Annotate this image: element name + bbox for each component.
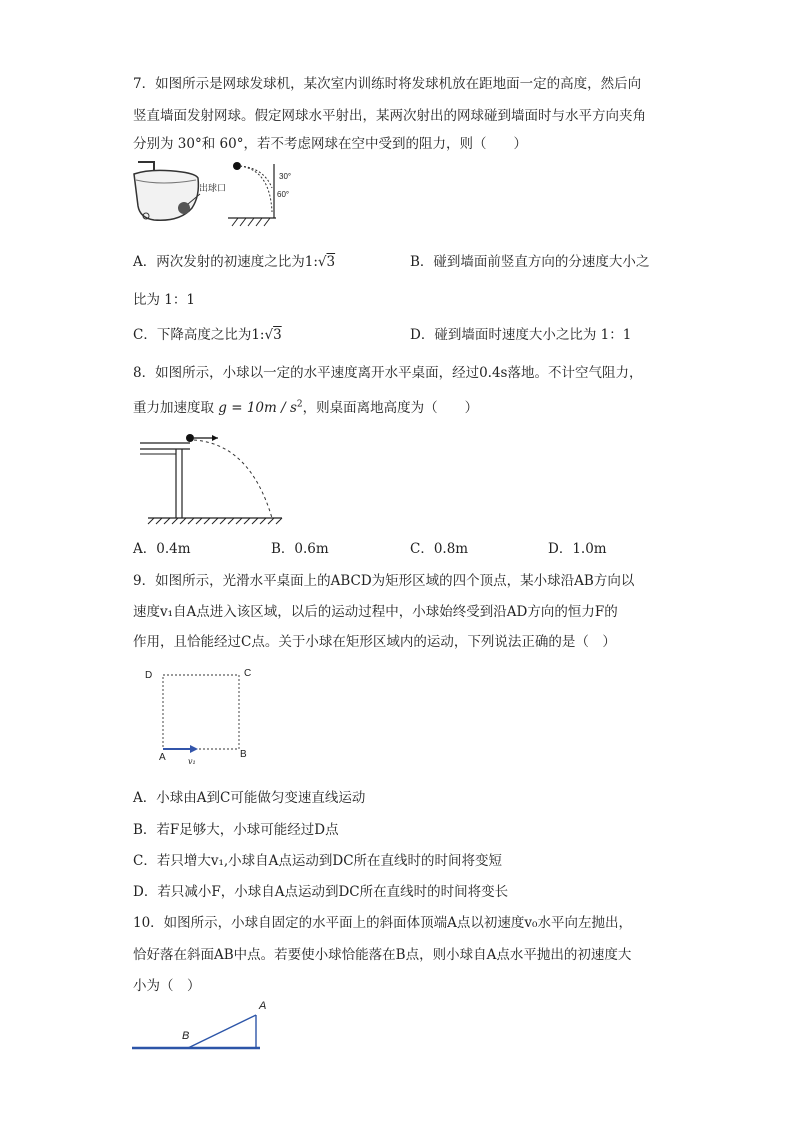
q8-line-2-suffix: ，则桌面离地高度为（ ） — [302, 400, 479, 416]
q7-option-c — [133, 323, 282, 343]
q10-label-b: B — [182, 1030, 190, 1042]
q7-line-3: 分别为 30°和 60°，若不考虑网球在空中受到的阻力，则（ ） — [133, 136, 527, 152]
q7-option-a-root: 3 — [326, 254, 336, 270]
q9-option-a: A．小球由A到C可能做匀变速直线运动 — [133, 790, 366, 806]
q7-option-a-text: A．两次发射的初速度之比为1: — [133, 254, 318, 270]
q7-outlet-label: 出球口 — [199, 183, 227, 193]
q8-line-1: 8．如图所示，小球以一定的水平速度离开水平桌面，经过0.4s落地。不计空气阻力， — [133, 365, 643, 381]
q10-line-1: 10．如图所示，小球自固定的水平面上的斜面体顶端A点以初速度v₀水平向左抛出， — [133, 915, 632, 931]
q9-label-d: D — [145, 670, 153, 681]
q7-option-d: D．碰到墙面时速度大小之比为 1：1 — [410, 327, 632, 343]
q8-option-c: C．0.8m — [410, 541, 469, 557]
q7-figure-trajectory — [228, 160, 284, 230]
q7-option-a — [133, 250, 335, 270]
q8-figure-table — [140, 430, 290, 526]
q8-line-2 — [133, 396, 478, 416]
q9-label-v1: v₁ — [188, 757, 196, 766]
q9-option-b: B．若F足够大，小球可能经过D点 — [133, 822, 339, 838]
sqrt-symbol: √ — [317, 254, 327, 270]
q10-line-3: 小为（ ） — [133, 978, 201, 994]
q7-option-c-text: C．下降高度之比为1: — [133, 327, 265, 343]
q9-line-2: 速度v₁自A点进入该区域，以后的运动过程中，小球始终受到沿AD方向的恒力F的 — [133, 604, 618, 620]
q9-option-d: D．若只减小F，小球自A点运动到DC所在直线时的时间将变长 — [133, 884, 509, 900]
q7-angle-60: 60° — [277, 190, 290, 199]
q9-figure-rectangle — [160, 672, 244, 752]
q7-option-b-line1: B．碰到墙面前竖直方向的分速度大小之 — [410, 254, 650, 270]
q7-option-b-line2: 比为 1：1 — [133, 292, 195, 308]
q7-option-c-root: 3 — [273, 327, 282, 343]
q8-line-2-prefix: 重力加速度取 — [133, 400, 219, 416]
q10-line-2: 恰好落在斜面AB中点。若要使小球恰能落在B点，则小球自A点水平抛出的初速度大 — [133, 947, 632, 963]
q9-option-c: C．若只增大v₁,小球自A点运动到DC所在直线时的时间将变短 — [133, 853, 503, 869]
q8-formula: g = 10m / s — [218, 400, 297, 416]
q8-option-d: D．1.0m — [548, 541, 607, 557]
q9-label-c: C — [244, 668, 252, 679]
q8-formula-exp: 2 — [296, 399, 303, 410]
q9-line-3: 作用，且恰能经过C点。关于小球在矩形区域内的运动，下列说法正确的是（ ） — [133, 634, 616, 650]
q7-line-1: 7．如图所示是网球发球机，某次室内训练时将发球机放在距地面一定的高度，然后向 — [133, 76, 642, 92]
q7-angle-30: 30° — [279, 172, 292, 181]
q7-line-2: 竖直墙面发射网球。假定网球水平射出，某两次射出的网球碰到墙面时与水平方向夹角 — [133, 108, 646, 124]
q10-label-a: A — [259, 1000, 267, 1012]
q8-option-b: B．0.6m — [271, 541, 329, 557]
q9-label-a: A — [159, 752, 166, 763]
q8-option-a: A．0.4m — [133, 541, 191, 557]
q9-line-1: 9．如图所示，光滑水平桌面上的ABCD为矩形区域的四个顶点，某小球沿AB方向以 — [133, 573, 635, 589]
q9-label-b: B — [240, 749, 247, 760]
q10-figure-incline — [132, 1010, 262, 1054]
sqrt-symbol: √ — [264, 327, 274, 343]
